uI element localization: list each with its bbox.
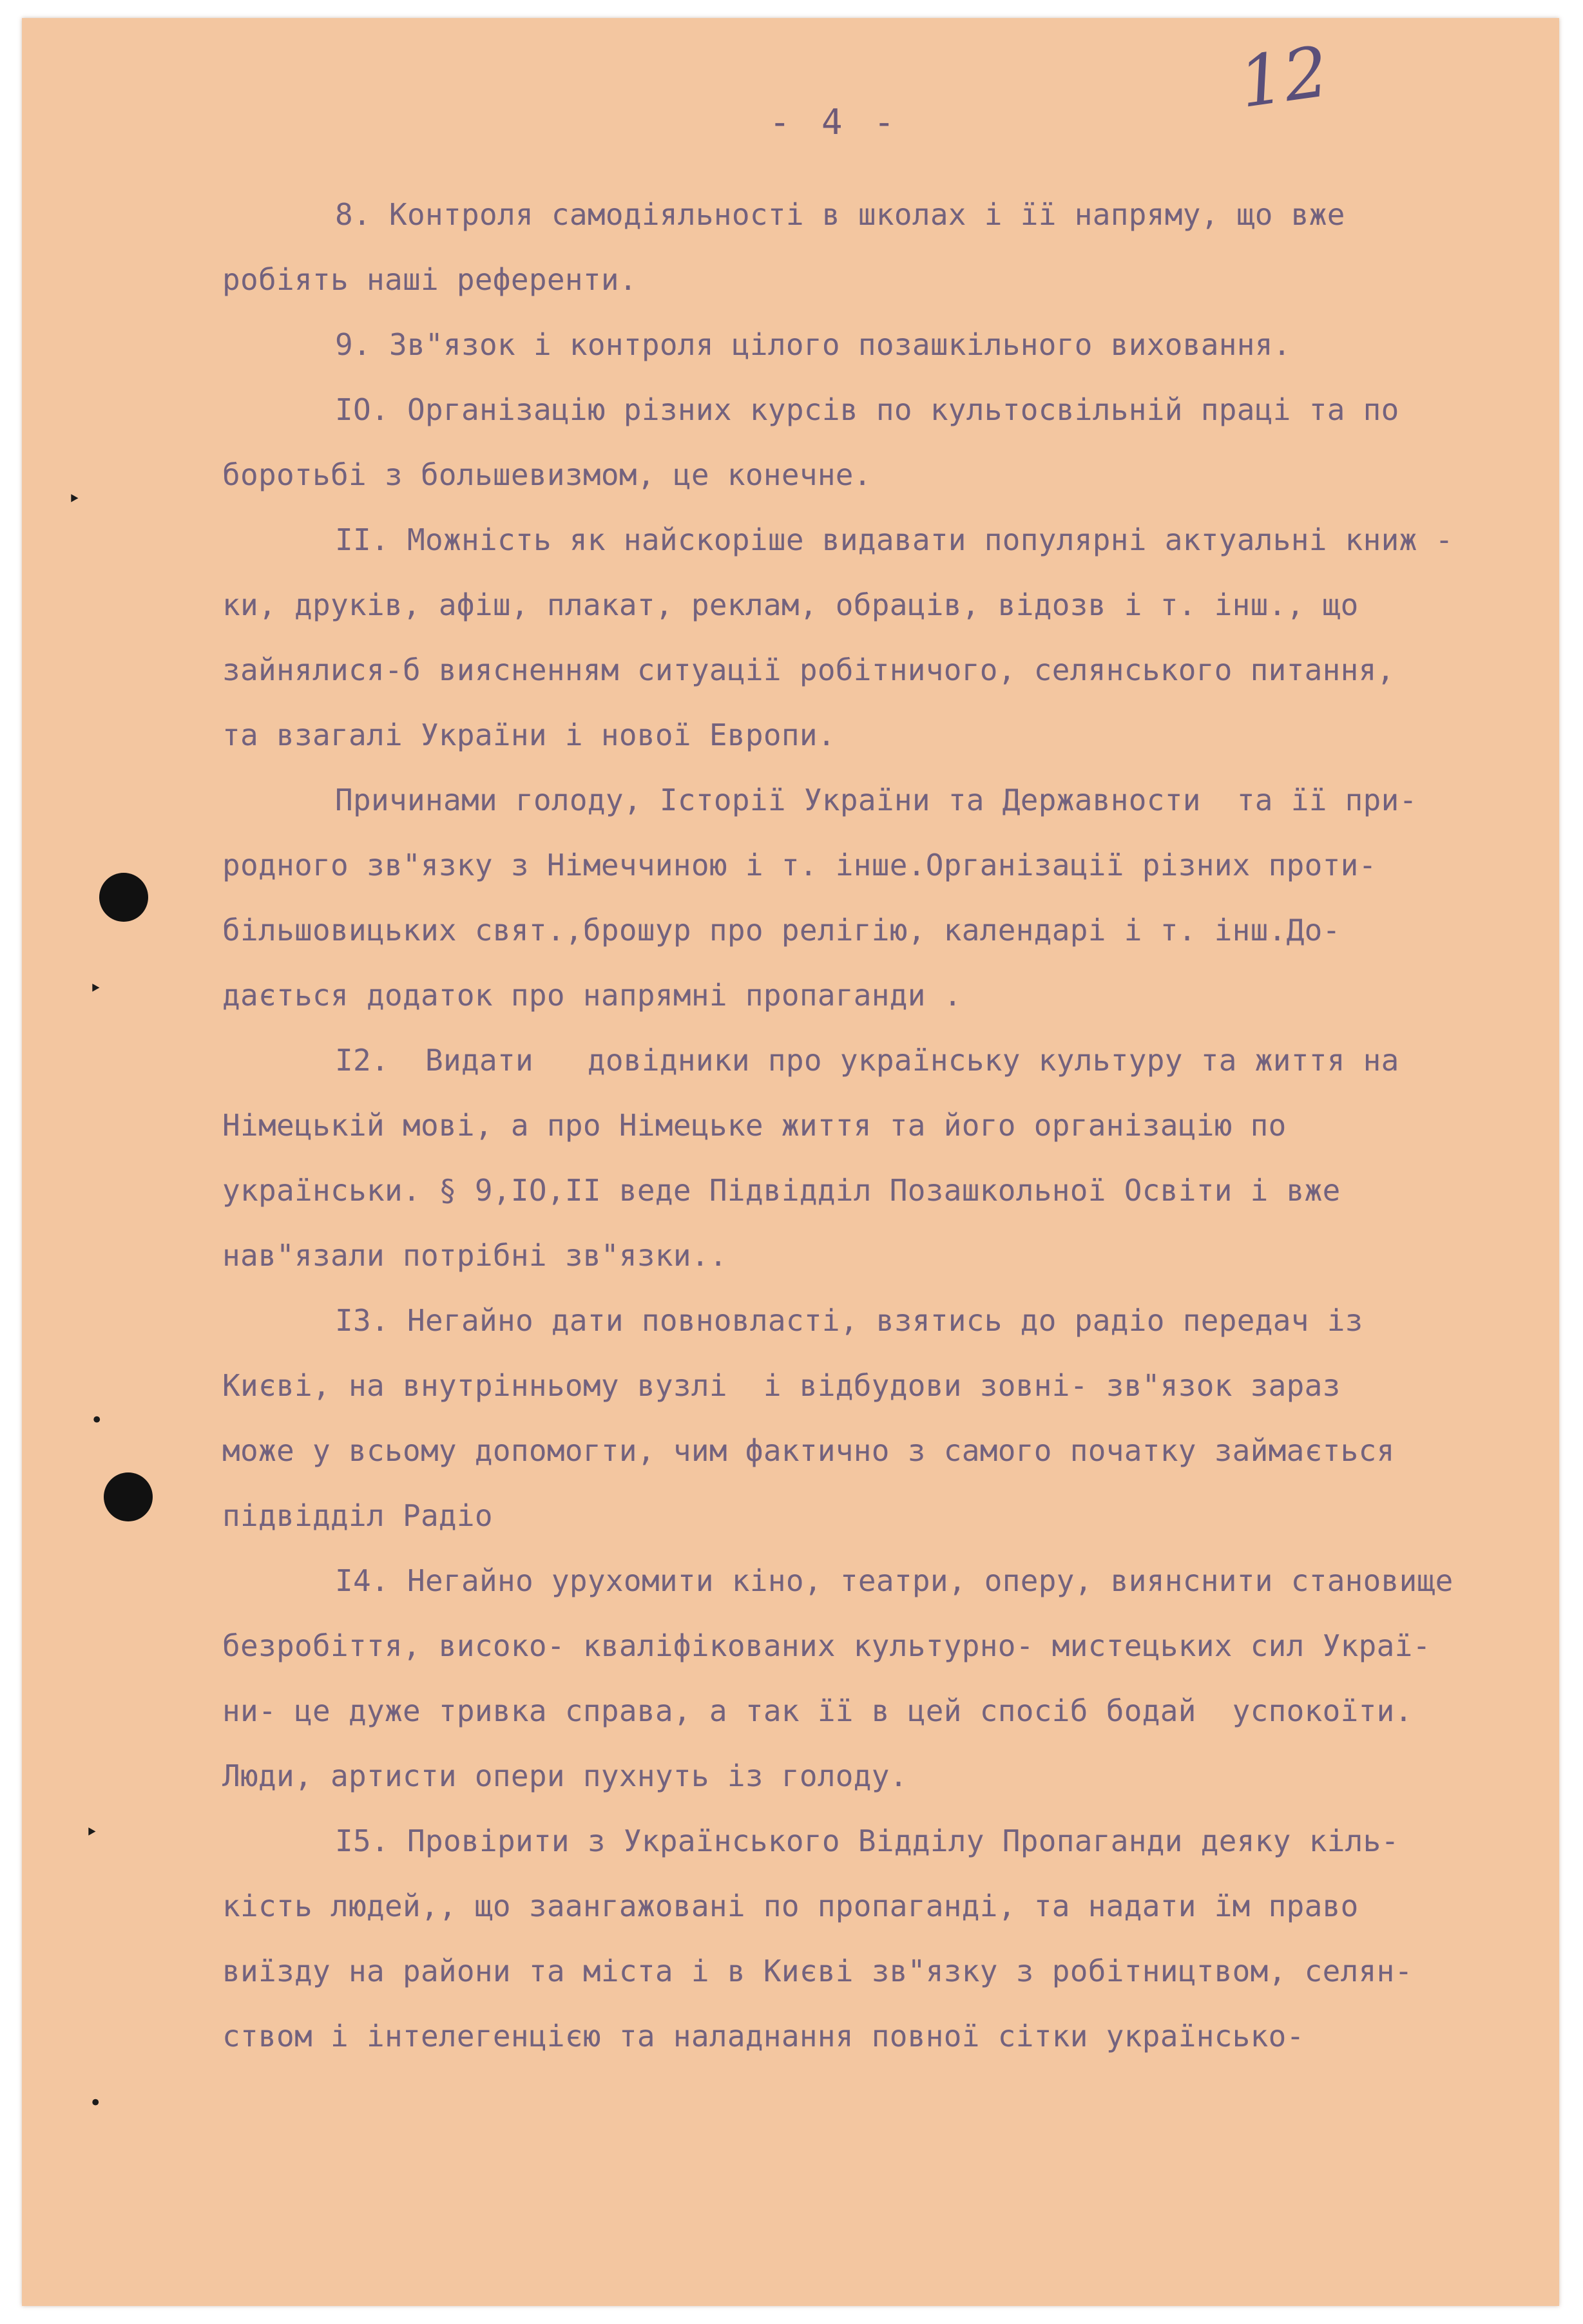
- text-line: I2. Видати довідники про українську культуру та життя на: [335, 1043, 1399, 1078]
- punch-hole: [104, 1472, 153, 1521]
- margin-mark-icon: ‣: [68, 486, 81, 512]
- text-line: безробіття, високо- кваліфікованих культурно- мистецьких сил Украї-: [222, 1628, 1431, 1663]
- text-line: зайнялися-б виясненням ситуації робітничого, селянського питання,: [222, 652, 1395, 687]
- text-line: ни- це дуже тривка справа, а так її в цей спосіб бодай успокоїти.: [222, 1693, 1413, 1728]
- text-line: більшовицьких свят.,брошур про релігію, календарі і т. інш.До-: [222, 913, 1341, 948]
- text-line: I3. Негайно дати повновласті, взятись до радіо передач із: [335, 1303, 1363, 1338]
- text-line: Києві, на внутрінньому вузлі і відбудови зовні- зв"язок зараз: [222, 1368, 1341, 1403]
- typed-body-text: [222, 182, 1549, 2069]
- text-line: українськи. § 9,IO,II веде Підвідділ Позашкольної Освіти і вже: [222, 1173, 1341, 1208]
- margin-mark-icon: ‣: [85, 1820, 99, 1845]
- text-line: 8. Контроля самодіяльності в школах і її напряму, що вже: [335, 197, 1345, 232]
- text-line: кість людей,, що заангажовані по пропаганді, та надати їм право: [222, 1889, 1359, 1923]
- text-line: II. Можність як найскоріше видавати популярні актуальні книж -: [335, 522, 1453, 557]
- margin-mark-icon: •: [89, 2090, 102, 2116]
- text-line: може у всьому допомогти, чим фактично з самого початку займається: [222, 1433, 1395, 1468]
- margin-mark-icon: •: [90, 1407, 104, 1433]
- margin-mark-icon: ‣: [89, 976, 102, 1002]
- text-line: Німецькій мові, а про Німецьке життя та його організацію по: [222, 1108, 1287, 1143]
- text-line: підвідділ Радіо: [222, 1498, 493, 1533]
- archive-folio-number: 12: [1234, 32, 1334, 124]
- text-line: ки, друків, афіш, плакат, реклам, обраців, відозв і т. інш., що: [222, 587, 1359, 622]
- text-line: I5. Провірити з Українського Відділу Пропаганди деяку кіль-: [335, 1824, 1399, 1858]
- text-line: робіять наші референти.: [222, 262, 637, 297]
- text-line: I4. Негайно урухомити кіно, театри, оперу, виянснити становище: [335, 1563, 1453, 1598]
- punch-hole: [99, 873, 148, 922]
- text-line: та взагалі України і нової Европи.: [222, 718, 836, 752]
- page-number: - 4 -: [769, 102, 900, 142]
- text-line: Люди, артисти опери пухнуть із голоду.: [222, 1758, 908, 1793]
- text-line: 9. Зв"язок і контроля цілого позашкільного виховання.: [335, 327, 1291, 362]
- text-line: IO. Організацію різних курсів по культосвільній праці та по: [335, 392, 1399, 427]
- text-line: ством і інтелегенцією та наладнання повної сітки українсько-: [222, 2019, 1305, 2053]
- text-line: родного зв"язку з Німеччиною і т. інше.Організації різних проти-: [222, 848, 1377, 882]
- text-line: Причинами голоду, Історії України та Державности та її при-: [335, 783, 1417, 817]
- text-line: дається додаток про напрямні пропаганди .: [222, 978, 962, 1013]
- text-line: виїзду на райони та міста і в Києві зв"язку з робітництвом, селян-: [222, 1954, 1413, 1988]
- text-line: нав"язали потрібні зв"язки..: [222, 1238, 727, 1273]
- text-line: боротьбі з большевизмом, це конечне.: [222, 457, 872, 492]
